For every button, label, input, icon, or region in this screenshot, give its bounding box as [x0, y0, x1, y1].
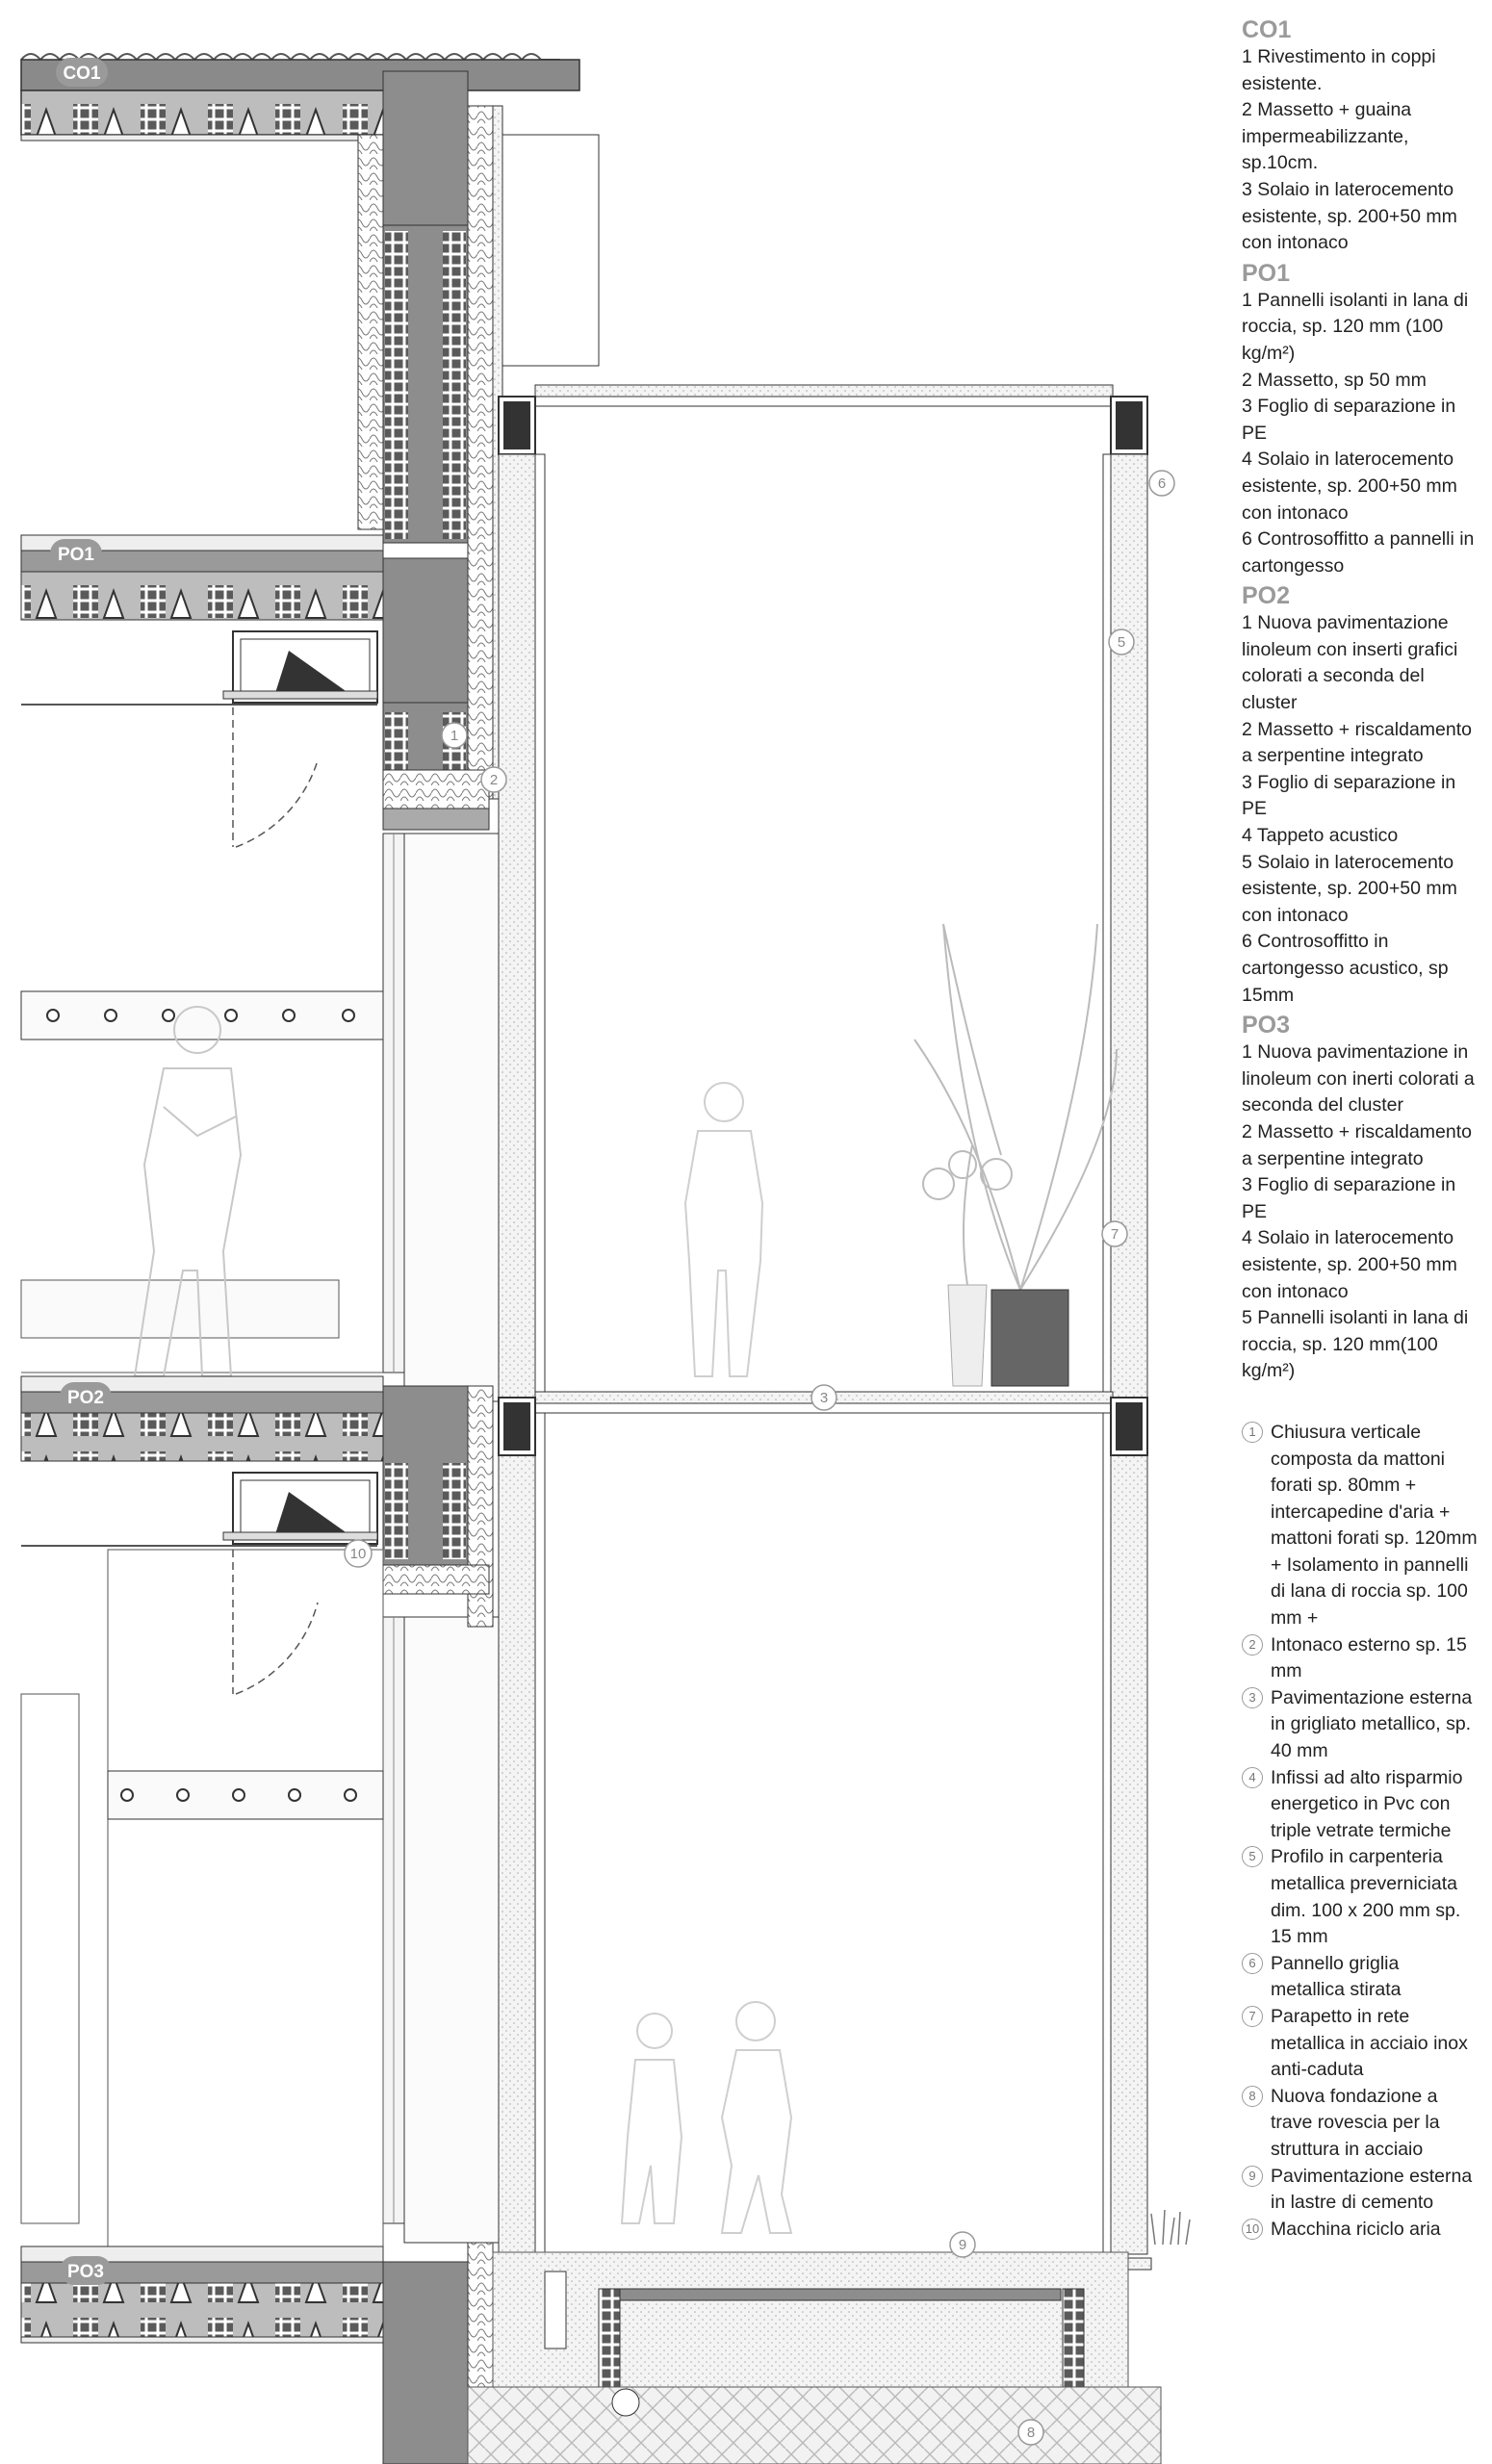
callout-text: Nuova fondazione a trave rovescia per la struttura in acciaio: [1271, 2085, 1440, 2160]
level-tag-co1: [56, 58, 108, 87]
section-title: PO3: [1242, 1012, 1291, 1040]
callout-item: [1242, 1420, 1478, 1632]
section-po1: [1242, 259, 1478, 580]
section-line: 2 Massetto + riscaldamento a serpentine integrato: [1242, 718, 1472, 767]
figure-person-standing: [685, 1083, 762, 1376]
level-tag-po1: [50, 539, 102, 568]
callout-text: Chiusura verticale composta da mattoni forati sp. 80mm + intercapedine d'aria + mattoni forati sp. 120mm + Isolamento in pannelli di lana di roccia sp. 100 mm +: [1271, 1421, 1478, 1630]
marker-10: [345, 1540, 372, 1567]
section-line: 5 Pannelli isolanti in lana di roccia, sp. 120 mm(100 kg/m²): [1242, 1307, 1469, 1382]
section-line: 4 Solaio in laterocemento esistente, sp. 200+50 mm con intonaco: [1242, 1227, 1457, 1302]
marker-number: 3: [819, 1390, 829, 1406]
section-title: PO1: [1242, 259, 1291, 287]
callout-item: [1242, 2217, 1478, 2244]
callout-text: Pavimentazione esterna in grigliato metallico, sp. 40 mm: [1271, 1686, 1473, 1762]
callout-item: [1242, 1632, 1478, 1685]
level-tag-po2: [60, 1382, 112, 1411]
callout-number: 3: [1242, 1687, 1263, 1708]
callout-text: Infissi ad alto risparmio energetico in Pvc con triple vetrate termiche: [1271, 1766, 1463, 1841]
callout-number: 6: [1242, 1953, 1263, 1974]
callout-item: [1242, 1685, 1478, 1765]
section-line: 3 Solaio in laterocemento esistente, sp. 200+50 mm con intonaco: [1242, 178, 1457, 254]
section-title: CO1: [1242, 16, 1292, 43]
marker-number: 8: [1026, 2425, 1036, 2441]
callout-list: [1242, 1420, 1478, 2243]
callout-number: 9: [1242, 2166, 1263, 2187]
section-line: 4 Solaio in laterocemento esistente, sp. 200+50 mm con intonaco: [1242, 449, 1457, 524]
callout-number: 5: [1242, 1846, 1263, 1867]
section-line: 2 Massetto + riscaldamento a serpentine integrato: [1242, 1120, 1472, 1169]
level-tag-label: PO2: [66, 1388, 105, 1408]
level-tag-label: PO1: [57, 545, 95, 565]
interior-left: [21, 991, 383, 1376]
section-line: 3 Foglio di separazione in PE: [1242, 771, 1456, 820]
section-line: 3 Foglio di separazione in PE: [1242, 396, 1456, 444]
callout-text: Macchina riciclo aria: [1271, 2218, 1441, 2240]
marker-8: [1018, 2420, 1043, 2445]
marker-number: 6: [1157, 475, 1167, 492]
marker-2: [481, 767, 506, 792]
figure-children: [622, 2002, 791, 2233]
callout-item: [1242, 2004, 1478, 2084]
section-po3: [1242, 1011, 1478, 1385]
callout-item: [1242, 2084, 1478, 2164]
callout-text: Profilo in carpenteria metallica preverniciata dim. 100 x 200 mm sp. 15 mm: [1271, 1846, 1461, 1948]
level-tag-po3: [60, 2256, 112, 2285]
section-line: 4 Tappeto acustico: [1242, 825, 1399, 847]
marker-5: [1109, 629, 1134, 654]
section-line: 6 Controsoffitto a pannelli in cartongesso: [1242, 528, 1475, 577]
callout-number: 10: [1242, 2219, 1263, 2240]
plant-tall: [914, 924, 1117, 1386]
level-tag-label: PO3: [66, 2262, 105, 2282]
marker-6: [1149, 471, 1174, 496]
callout-text: Intonaco esterno sp. 15 mm: [1271, 1633, 1467, 1682]
marker-9: [950, 2232, 975, 2257]
marker-1: [442, 723, 467, 748]
steel-structure: [468, 385, 1190, 2464]
section-line: 1 Pannelli isolanti in lana di roccia, sp. 120 mm (100 kg/m²): [1242, 289, 1469, 364]
section-line: 6 Controsoffitto in cartongesso acustico, sp 15mm: [1242, 931, 1449, 1006]
callout-item: [1242, 1951, 1478, 2004]
section-line: 1 Nuova pavimentazione in linoleum con inerti colorati a seconda del cluster: [1242, 1041, 1475, 1116]
marker-number: 5: [1117, 634, 1126, 651]
callout-item: [1242, 2164, 1478, 2217]
section-line: 3 Foglio di separazione in PE: [1242, 1174, 1456, 1222]
floor-po1: [21, 535, 489, 847]
callout-number: 8: [1242, 2086, 1263, 2107]
callout-item: [1242, 1844, 1478, 1950]
section-line: 1 Nuova pavimentazione linoleum con inserti grafici colorati a seconda del cluster: [1242, 612, 1458, 714]
legend-panel: [1242, 13, 1478, 2243]
section-po2: [1242, 581, 1478, 1009]
callout-number: 7: [1242, 2006, 1263, 2027]
section-title: PO2: [1242, 582, 1291, 610]
callout-number: 4: [1242, 1767, 1263, 1788]
section-line: 2 Massetto, sp 50 mm: [1242, 369, 1427, 391]
marker-number: 1: [450, 728, 459, 744]
section-line: 2 Massetto + guaina impermeabilizzante, sp.10cm.: [1242, 99, 1412, 174]
layer-sections: [1242, 15, 1478, 1385]
callout-text: Parapetto in rete metallica in acciaio inox anti-caduta: [1271, 2005, 1468, 2081]
marker-7: [1102, 1221, 1127, 1246]
callout-text: Pavimentazione esterna in lastre di cemento: [1271, 2165, 1473, 2214]
section-line: 1 Rivestimento in coppi esistente.: [1242, 46, 1436, 94]
marker-number: 7: [1110, 1226, 1119, 1243]
callout-item: [1242, 1765, 1478, 1845]
callout-number: 1: [1242, 1422, 1263, 1443]
callout-text: Pannello griglia metallica stirata: [1271, 1952, 1402, 2001]
level-tag-label: CO1: [63, 64, 101, 84]
callout-number: 2: [1242, 1634, 1263, 1656]
marker-number: 9: [958, 2237, 967, 2253]
marker-number: 2: [489, 772, 499, 788]
marker-number: 10: [349, 1546, 367, 1562]
marker-3: [811, 1385, 836, 1410]
section-line: 5 Solaio in laterocemento esistente, sp. 200+50 mm con intonaco: [1242, 851, 1457, 926]
section-co1: [1242, 15, 1478, 257]
